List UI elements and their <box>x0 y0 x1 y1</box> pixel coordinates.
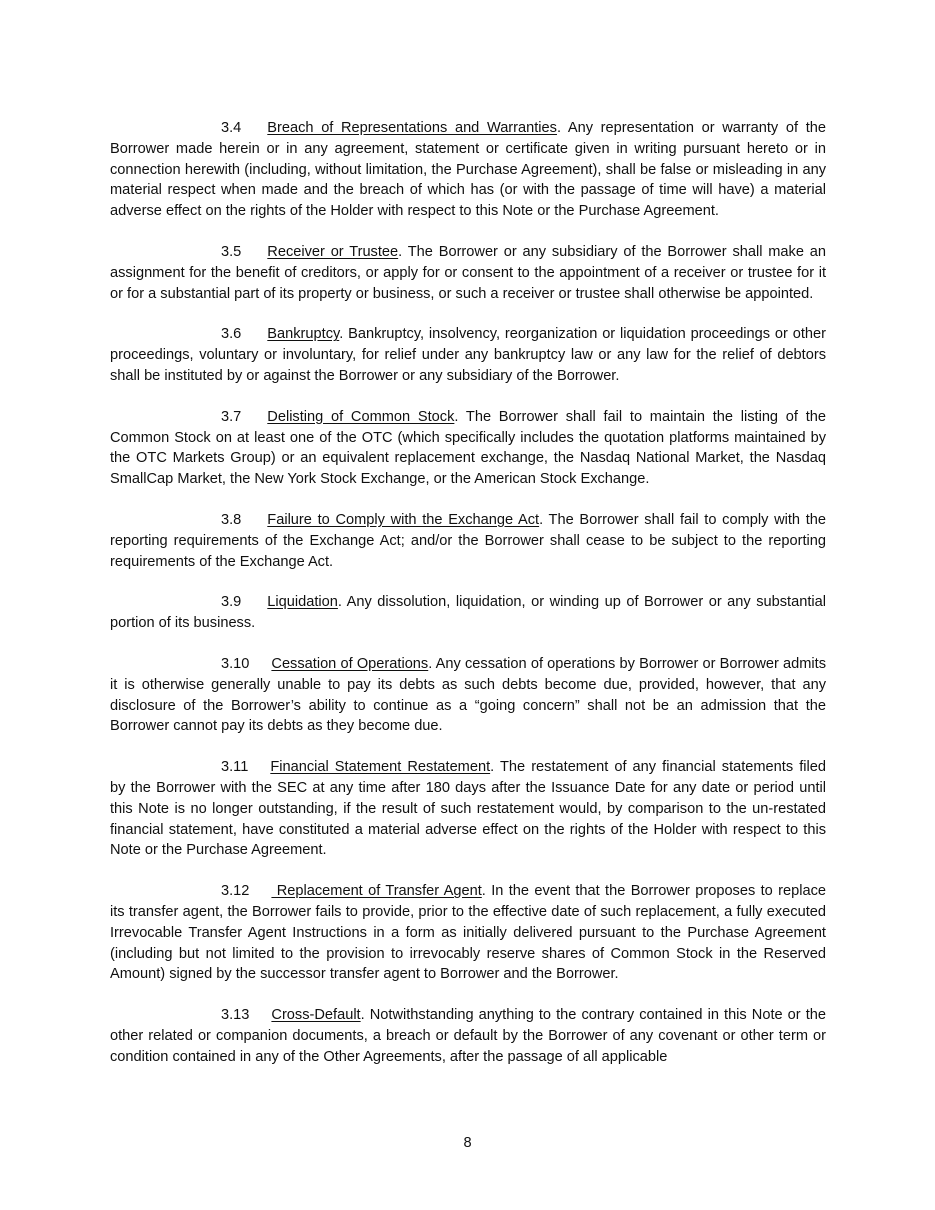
section-number: 3.6 <box>221 326 242 343</box>
section-text: . Any dissolution, liquidation, or winding up of Borrower or any substantial portion of its business. <box>110 594 826 632</box>
section-number: 3.7 <box>221 408 242 425</box>
paragraph-3-4 <box>110 118 826 222</box>
section-heading: Failure to Comply with the Exchange Act <box>267 511 540 528</box>
section-text: . Bankruptcy, insolvency, reorganization or liquidation proceedings or other proceedings, voluntary or involuntary, for relief under any bankruptcy law or any law for the relief of debtors shall be instituted by or against the Borrower or any subsidiary of the Borrower. <box>110 326 826 384</box>
section-number: 3.8 <box>221 511 242 528</box>
paragraph-3-7 <box>110 407 826 490</box>
section-text: . The Borrower shall fail to comply with the reporting requirements of the Exchange Act; and/or the Borrower shall cease to be subject to the reporting requirements of the Exchange Act. <box>110 511 826 570</box>
section-number: 3.9 <box>221 594 242 611</box>
section-heading: Cross-Default <box>271 1007 361 1024</box>
section-number: 3.4 <box>221 120 242 136</box>
section-text: . Any representation or warranty of the Borrower made herein or in any agreement, statement or certificate given in writing pursuant hereto or in connection herewith (including, without limitation, the Purchase Agreement), shall be false or misleading in any material respect when made and the breach of which has (or with the passage of time will have) a material adverse effect on the rights of the Holder with respect to this Note or the Purchase Agreement. <box>110 120 826 220</box>
section-heading: Delisting of Common Stock <box>267 408 455 425</box>
section-heading: Replacement of Transfer Agent <box>271 883 482 900</box>
paragraph-3-6 <box>110 324 826 386</box>
section-text: . In the event that the Borrower proposes to replace its transfer agent, the Borrower fails to provide, prior to the effective date of such replacement, a fully executed Irrevocable Transfer Agent Instructions in a form as initially delivered pursuant to the Purchase Agreement (including but not limited to the provision to irrevocably reserve shares of Common Stock in the Reserved Amount) signed by the successor transfer agent to Borrower and the Borrower. <box>110 883 826 983</box>
section-heading: Financial Statement Restatement <box>270 759 491 776</box>
section-text: . The Borrower shall fail to maintain the listing of the Common Stock on at least one of the OTC (which specifically includes the quotation platforms maintained by the OTC Markets Group) or an equivalent replacement exchange, the Nasdaq National Market, the Nasdaq SmallCap Market, the New York Stock Exchange, or the American Stock Exchange. <box>110 408 826 488</box>
section-text: . Notwithstanding anything to the contrary contained in this Note or the other related or companion documents, a breach or default by the Borrower of any covenant or other term or condition contained in any of the Other Agreements, after the passage of all applicable <box>110 1007 826 1065</box>
section-heading: Bankruptcy <box>267 326 340 343</box>
paragraph-3-8 <box>110 510 826 572</box>
section-number: 3.12 <box>221 883 250 900</box>
section-number: 3.5 <box>221 243 242 260</box>
page-number: 8 <box>463 1135 472 1151</box>
section-heading: Receiver or Trustee <box>267 243 399 260</box>
section-number: 3.11 <box>221 759 249 776</box>
section-heading: Breach of Representations and Warranties <box>267 120 557 136</box>
paragraph-3-11 <box>110 757 826 861</box>
section-text: . Any cessation of operations by Borrower or Borrower admits it is otherwise generally unable to pay its debts as such debts become due, provided, however, that any disclosure of the Borrower’s ability to continue as a “going concern” shall not be an admission that the Borrower cannot pay its debts as they become due. <box>110 655 827 735</box>
paragraph-3-5 <box>110 242 826 304</box>
paragraph-3-13 <box>110 1005 826 1067</box>
section-text: . The Borrower or any subsidiary of the Borrower shall make an assignment for the benefit of creditors, or apply for or consent to the appointment of a receiver or trustee for it or for a substantial part of its property or business, or such a receiver or trustee shall otherwise be appointed. <box>110 243 826 302</box>
section-number: 3.10 <box>221 655 250 672</box>
document-body <box>110 118 826 1067</box>
paragraph-3-9 <box>110 592 826 634</box>
section-heading: Liquidation <box>267 594 338 611</box>
section-heading: Cessation of Operations <box>271 655 429 672</box>
paragraph-3-10 <box>110 654 826 737</box>
section-number: 3.13 <box>221 1007 250 1024</box>
section-text: . The restatement of any financial statements filed by the Borrower with the SEC at any time after 180 days after the Issuance Date for any date or period until this Note is no longer outstanding, if the result of such restatement would, by comparison to the un-restated financial statement, have constituted a material adverse effect on the rights of the Holder with respect to this Note or the Purchase Agreement. <box>110 759 826 859</box>
paragraph-3-12 <box>110 881 826 985</box>
